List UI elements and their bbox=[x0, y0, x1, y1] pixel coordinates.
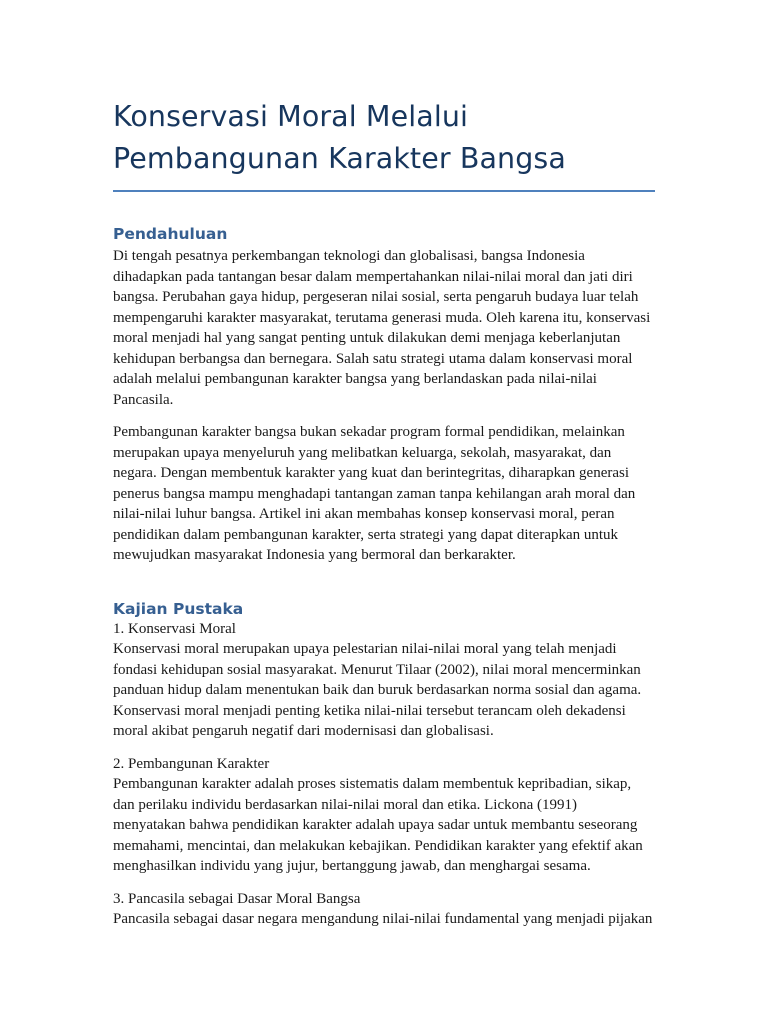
section-heading-pendahuluan: Pendahuluan bbox=[113, 225, 228, 243]
text-line: Pembangunan karakter adalah proses sistematis dalam membentuk kepribadian, sikap, bbox=[113, 776, 632, 792]
text-line: Pembangunan karakter bangsa bukan sekadar program formal pendidikan, melainkan bbox=[113, 424, 625, 440]
text-line: Di tengah pesatnya perkembangan teknologi dan globalisasi, bangsa Indonesia bbox=[113, 248, 585, 264]
text-line: adalah melalui pembangunan karakter bangsa yang berlandaskan pada nilai-nilai bbox=[113, 371, 597, 387]
text-line: panduan hidup dalam menentukan baik dan buruk berdasarkan norma sosial dan agama. bbox=[113, 682, 642, 698]
text-line: kehidupan berbangsa dan bernegara. Salah satu strategi utama dalam konservasi moral bbox=[113, 350, 633, 367]
section-heading-kajian-pustaka: Kajian Pustaka bbox=[113, 599, 244, 618]
text-line: menghasilkan individu yang jujur, bertanggung jawab, dan menghargai sesama. bbox=[113, 858, 591, 874]
kajian-item-1 bbox=[113, 619, 655, 742]
text-line: merupakan upaya menyeluruh yang melibatkan keluarga, sekolah, masyarakat, dan bbox=[113, 444, 612, 461]
text-line: negara. Dengan membentuk karakter yang kuat dan berintegritas, diharapkan generasi bbox=[113, 465, 630, 481]
text-line: fondasi kehidupan sosial masyarakat. Menurut Tilaar (2002), nilai moral mencerminkan bbox=[113, 661, 641, 678]
subheading-konservasi-moral: 1. Konservasi Moral bbox=[113, 620, 236, 637]
text-line: mempengaruhi karakter masyarakat, terutama generasi muda. Oleh karena itu, konservasi bbox=[113, 309, 651, 326]
paragraph-pendahuluan-1 bbox=[113, 246, 655, 410]
paragraph-pendahuluan-2 bbox=[113, 422, 655, 566]
kajian-item-2 bbox=[113, 754, 655, 877]
text-line: mewujudkan masyarakat Indonesia yang bermoral dan berkarakter. bbox=[113, 547, 516, 563]
title-line: Konservasi Moral Melalui bbox=[113, 100, 469, 133]
text-line: moral akibat pengaruh negatif dari modernisasi dan globalisasi. bbox=[113, 723, 494, 739]
kajian-item-3 bbox=[113, 889, 655, 930]
text-line: nilai-nilai luhur bangsa. Artikel ini akan membahas konsep konservasi moral, peran bbox=[113, 506, 615, 522]
text-line: dan perilaku individu berdasarkan nilai-nilai moral dan etika. Lickona (1991) bbox=[113, 796, 578, 813]
paragraph-pancasila bbox=[113, 909, 655, 930]
title-line: Pembangunan Karakter Bangsa bbox=[113, 142, 566, 175]
text-line: bangsa. Perubahan gaya hidup, pergeseran nilai sosial, serta pengaruh budaya luar telah bbox=[113, 289, 639, 305]
title-underline bbox=[113, 190, 655, 192]
paragraph-pembangunan-karakter bbox=[113, 774, 655, 877]
paragraph-konservasi-moral bbox=[113, 639, 655, 742]
document-page bbox=[113, 96, 655, 930]
text-line: memahami, mencintai, dan melakukan kebajikan. Pendidikan karakter yang efektif akan bbox=[113, 837, 643, 854]
document-title bbox=[113, 96, 655, 180]
subheading-pembangunan-karakter: 2. Pembangunan Karakter bbox=[113, 755, 270, 772]
text-line: menyatakan bahwa pendidikan karakter adalah upaya sadar untuk membantu seseorang bbox=[113, 817, 638, 833]
text-line: Konservasi moral menjadi penting ketika nilai-nilai tersebut terancam oleh dekadensi bbox=[113, 702, 626, 719]
text-line: pendidikan dalam pembangunan karakter, serta strategi yang dapat diterapkan untuk bbox=[113, 526, 619, 543]
text-line: Pancasila. bbox=[113, 391, 174, 408]
text-line: moral menjadi hal yang sangat penting untuk dilakukan demi menjaga keberlanjutan bbox=[113, 330, 621, 346]
text-line: penerus bangsa mampu menghadapi tantangan zaman tanpa kehilangan arah moral dan bbox=[113, 485, 636, 502]
subheading-pancasila: 3. Pancasila sebagai Dasar Moral Bangsa bbox=[113, 890, 361, 907]
text-line: Pancasila sebagai dasar negara mengandung nilai-nilai fundamental yang menjadi pijakan bbox=[113, 911, 653, 927]
text-line: Konservasi moral merupakan upaya pelestarian nilai-nilai moral yang telah menjadi bbox=[113, 641, 617, 657]
text-line: dihadapkan pada tantangan besar dalam mempertahankan nilai-nilai moral dan jati diri bbox=[113, 268, 633, 285]
